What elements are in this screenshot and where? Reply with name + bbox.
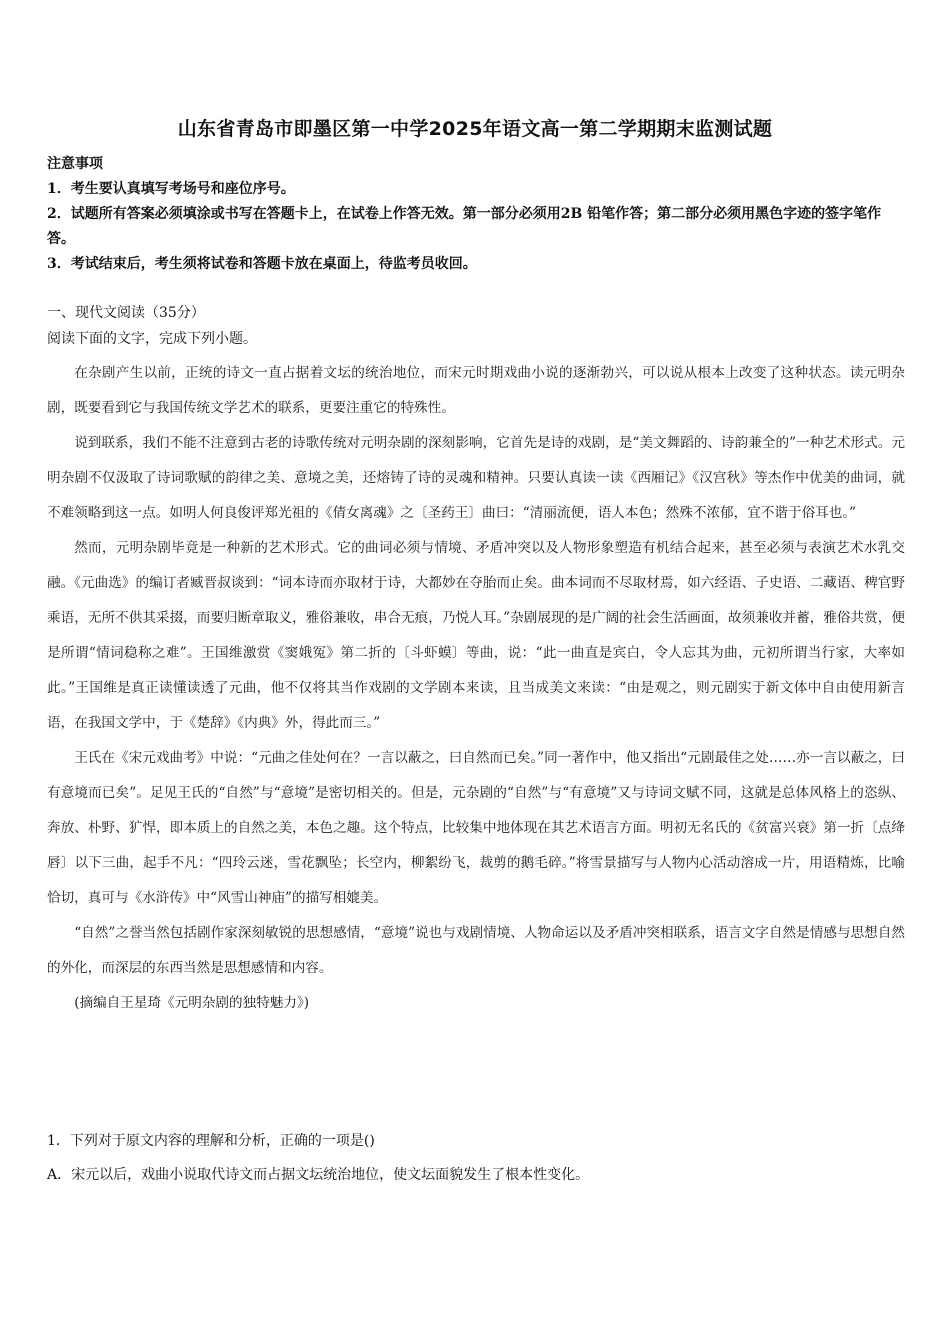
notice-item-1: 1．考生要认真填写考场号和座位序号。: [47, 181, 295, 197]
reading-passage: [47, 356, 905, 1021]
reading-section: [47, 300, 905, 352]
passage-paragraph-2: 说到联系，我们不能不注意到古老的诗歌传统对元明杂剧的深刻影响，它首先是诗的戏剧，是“美文舞蹈的、诗韵兼全的”一种艺术形式。元明杂剧不仅汲取了诗词歌赋的韵律之美、意境之美，还熔铸了诗的灵魂和精神。只要认真读一读《西厢记》《汉宫秋》等杰作中优美的曲词，就不难领略到这一点。如明人何良俊评郑光祖的《倩女离魂》之〔圣药王〕曲曰：“清丽流便，语人本色；然殊不浓郁，宜不谐于俗耳也。”: [47, 435, 905, 521]
notice-item-2: 2．试题所有答案必须填涂或书写在答题卡上，在试卷上作答无效。第一部分必须用2B 铅笔作答；第二部分必须用黑色字迹的签字笔作答。: [47, 206, 882, 247]
page-title: 山东省青岛市即墨区第一中学2025年语文高一第二学期期末监测试题: [177, 118, 773, 140]
question-1: 1．下列对于原文内容的理解和分析，正确的一项是(): [47, 1133, 375, 1149]
section-instruction: 阅读下面的文字，完成下列小题。: [47, 331, 257, 347]
passage-source: (摘编自王星琦《元明杂剧的独特魅力》): [74, 995, 310, 1011]
notice-heading: 注意事项: [47, 156, 103, 172]
questions-section: [47, 1124, 905, 1192]
section-heading: 一、现代文阅读（35分）: [47, 305, 205, 321]
notice-section: [47, 152, 905, 277]
passage-paragraph-5: “自然”之誉当然包括剧作家深刻敏锐的思想感情，“意境”说也与戏剧情境、人物命运以及矛盾冲突相联系，语言文字自然是情感与思想自然的外化，而深层的东西当然是思想感情和内容。: [47, 925, 905, 976]
question-1-option-a: A．宋元以后，戏曲小说取代诗文而占据文坛统治地位，使文坛面貌发生了根本性变化。: [47, 1167, 590, 1183]
passage-paragraph-4: 王氏在《宋元戏曲考》中说：“元曲之佳处何在？一言以蔽之，曰自然而已矣。”同一著作中，他又指出“元剧最佳之处……亦一言以蔽之，曰有意境而已矣”。足见王氏的“自然”与“意境”是密切相关的。但是，元杂剧的“自然”与“有意境”又与诗词文赋不同，这就是总体风格上的恣纵、奔放、朴野、犷悍，即本质上的自然之美，本色之趣。这个特点，比较集中地体现在其艺术语言方面。明初无名氏的《贫富兴衰》第一折〔点绛唇〕以下三曲，起手不凡：“四玲云迷，雪花飘坠；长空内，柳絮纷飞，裁剪的鹅毛碎。”将雪景描写与人物内心活动溶成一片，用语精炼，比喻恰切，真可与《水浒传》中“风雪山神庙”的描写相媲美。: [47, 750, 905, 906]
notice-item-3: 3．考试结束后，考生须将试卷和答题卡放在桌面上，待监考员收回。: [47, 256, 477, 272]
passage-paragraph-1: 在杂剧产生以前，正统的诗文一直占据着文坛的统治地位，而宋元时期戏曲小说的逐渐勃兴，可以说从根本上改变了这种状态。读元明杂剧，既要看到它与我国传统文学艺术的联系，更要注重它的特殊性。: [47, 365, 905, 416]
passage-paragraph-3: 然而，元明杂剧毕竟是一种新的艺术形式。它的曲词必须与情境、矛盾冲突以及人物形象塑造有机结合起来，甚至必须与表演艺术水乳交融。《元曲选》的编订者臧晋叔谈到：“词本诗而亦取材于诗，大都妙在夺胎而止矣。曲本词而不尽取材焉，如六经语、子史语、二藏语、稗官野乘语，无所不供其采掇，而要归断章取义，雅俗兼收，串合无痕，乃悦人耳。”杂剧展现的是广阔的社会生活画面，故须兼收并蓄，雅俗共赏，便是所谓“情词稳称之难”。王国维激赏《窦娥冤》第二折的〔斗虾蟆〕等曲，说：“此一曲直是宾白，令人忘其为曲，元初所谓当行家，大率如此。”王国维是真正读懂读透了元曲，他不仅将其当作戏剧的文学剧本来读，且当成美文来读：“由是观之，则元剧实于新文体中自由使用新言语，在我国文学中，于《楚辞》《内典》外，得此而三。”: [47, 540, 905, 731]
